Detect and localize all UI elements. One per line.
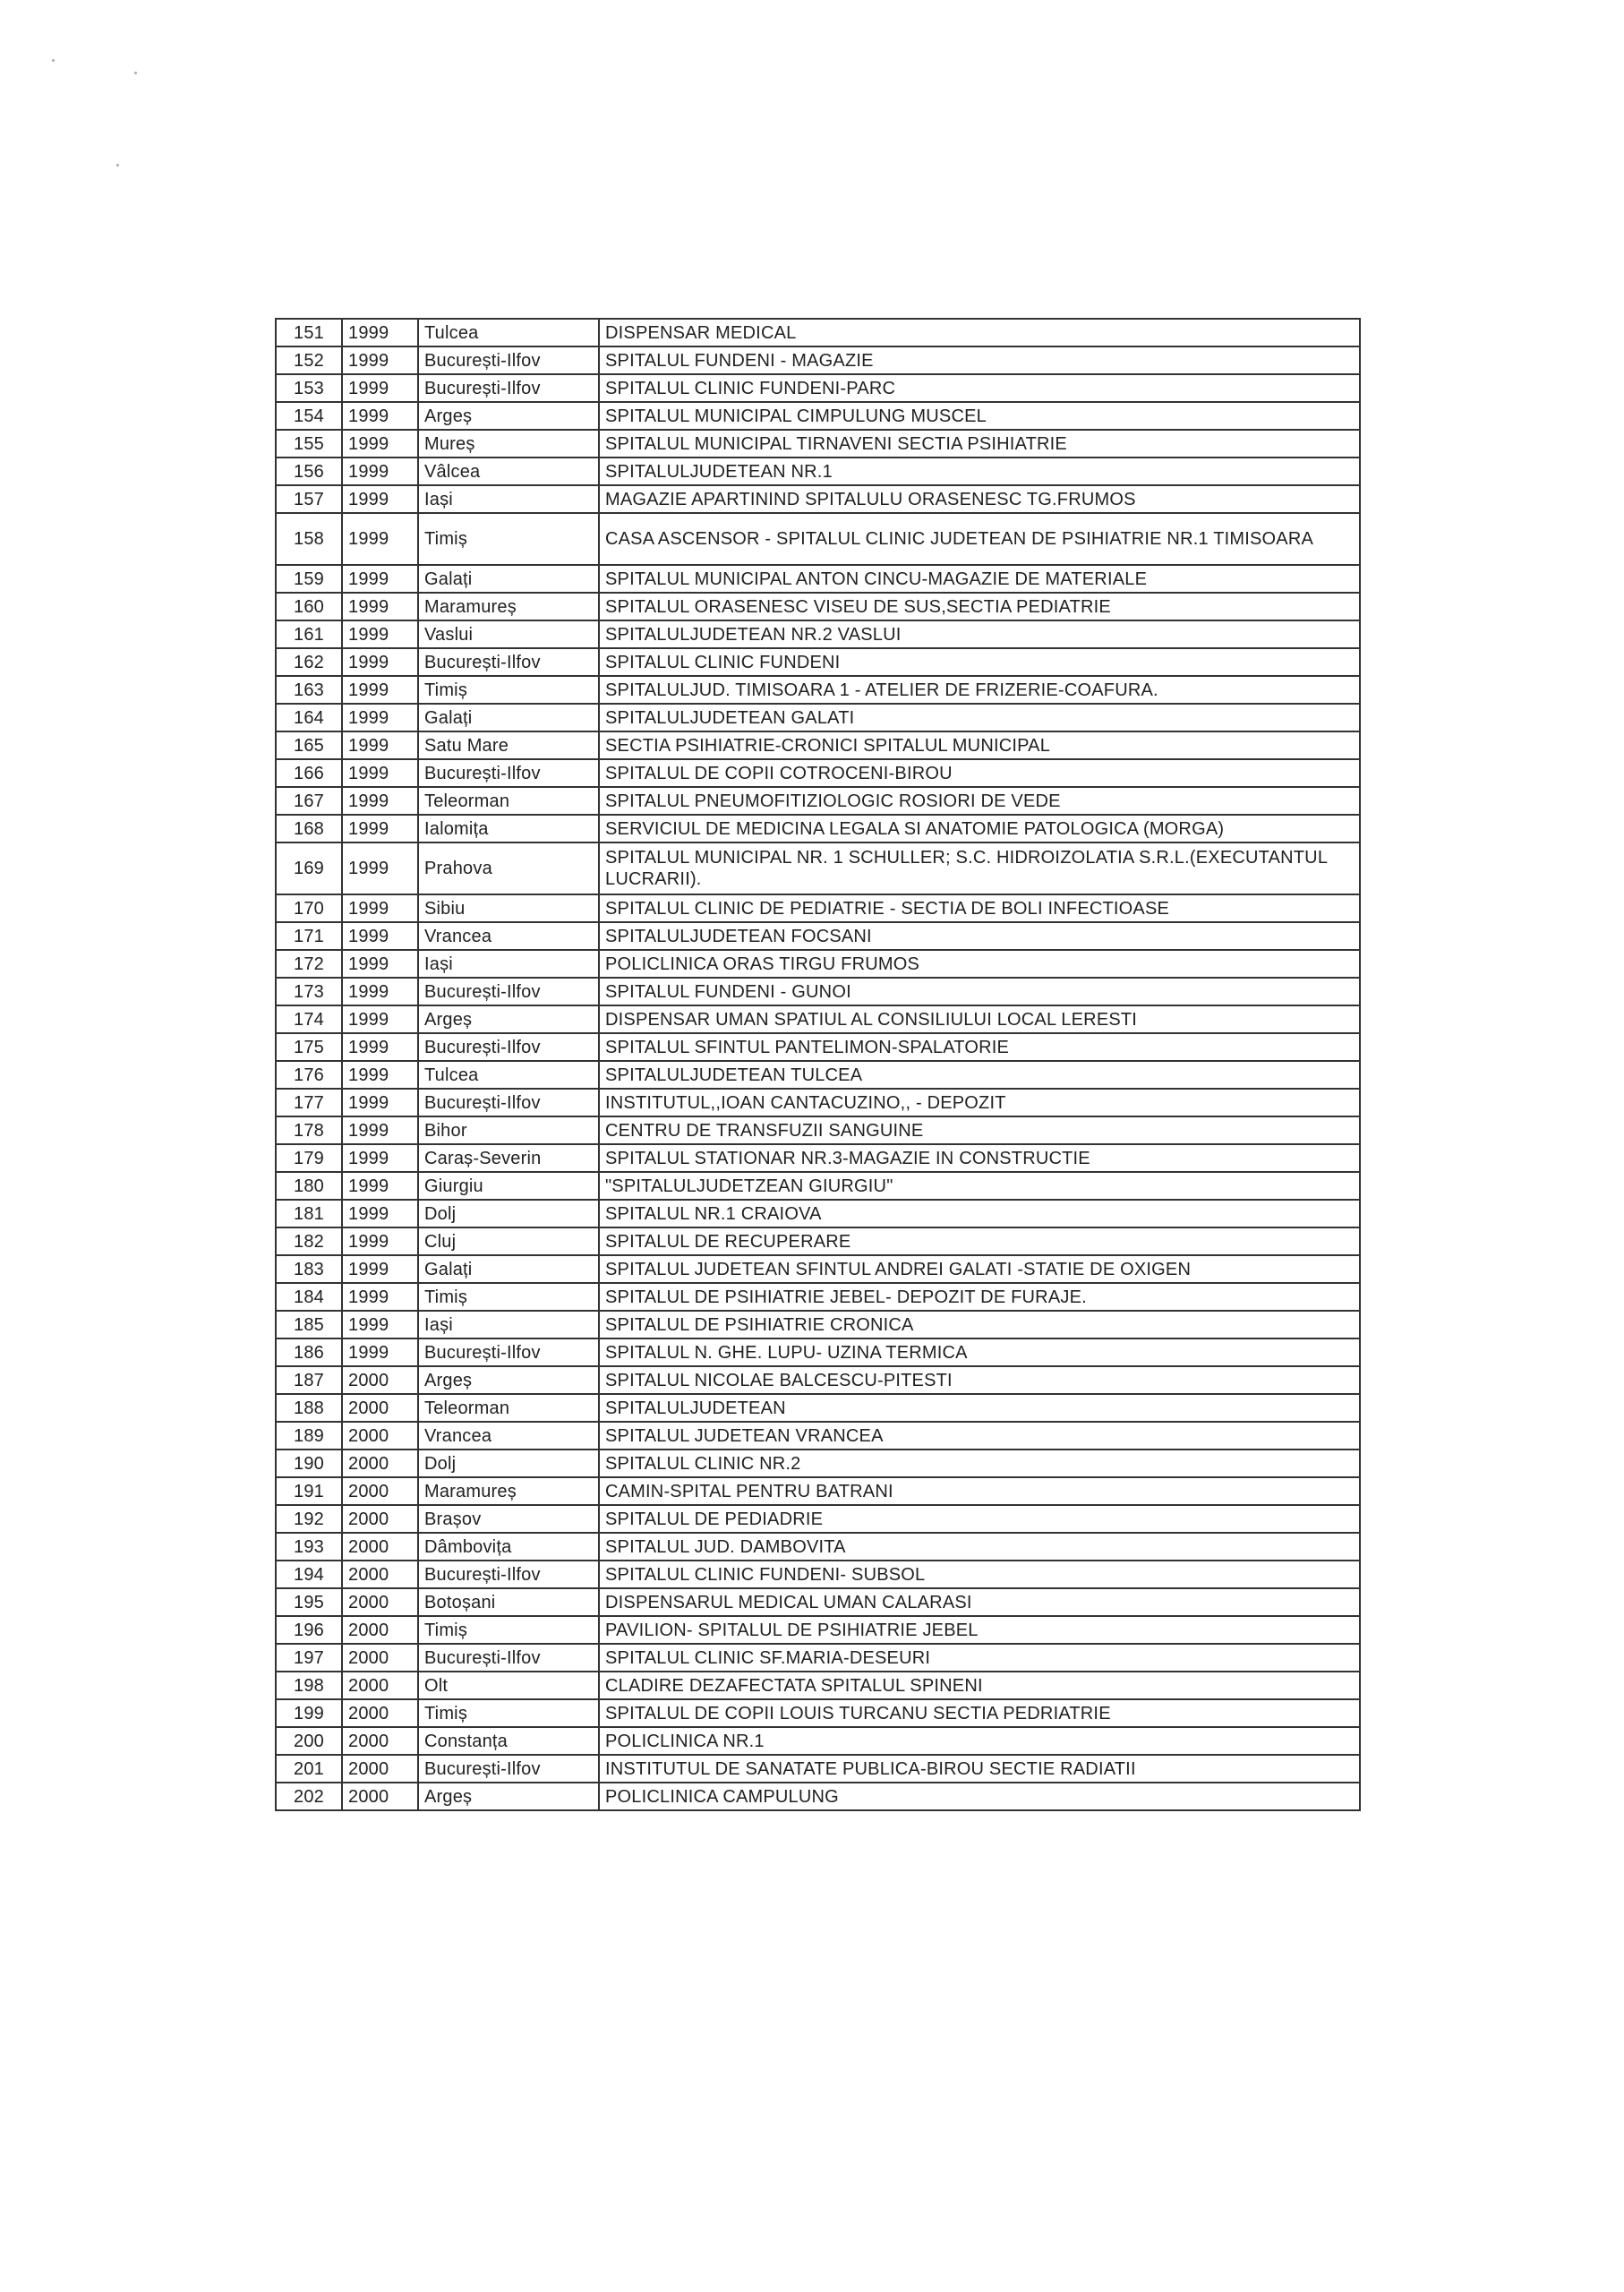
row-number-cell: 178 [276, 1116, 342, 1144]
year-cell: 2000 [342, 1644, 418, 1672]
row-number-cell: 182 [276, 1227, 342, 1255]
county-cell: Iași [418, 485, 599, 513]
description-cell: DISPENSAR UMAN SPATIUL AL CONSILIULUI LOCAL LERESTI [599, 1005, 1360, 1033]
county-cell: București-Ilfov [418, 1033, 599, 1061]
table-row [276, 458, 1360, 485]
scan-speck [52, 59, 55, 62]
county-cell: Argeș [418, 1005, 599, 1033]
year-cell: 1999 [342, 346, 418, 374]
description-cell: SPITALUL N. GHE. LUPU- UZINA TERMICA [599, 1338, 1360, 1366]
year-cell: 1999 [342, 1283, 418, 1311]
year-cell: 1999 [342, 1338, 418, 1366]
year-cell: 1999 [342, 1172, 418, 1200]
row-number-cell: 160 [276, 593, 342, 620]
row-number-cell: 165 [276, 731, 342, 759]
description-cell: SPITALUL NICOLAE BALCESCU-PITESTI [599, 1366, 1360, 1394]
row-number-cell: 200 [276, 1727, 342, 1755]
table-row [276, 731, 1360, 759]
county-cell: Timiș [418, 676, 599, 704]
county-cell: Vâlcea [418, 458, 599, 485]
year-cell: 1999 [342, 374, 418, 402]
county-cell: Iași [418, 1311, 599, 1338]
table-row [276, 978, 1360, 1005]
county-cell: Argeș [418, 1366, 599, 1394]
county-cell: Tulcea [418, 319, 599, 346]
row-number-cell: 168 [276, 815, 342, 842]
table-row [276, 1616, 1360, 1644]
table-row [276, 402, 1360, 430]
description-cell: CENTRU DE TRANSFUZII SANGUINE [599, 1116, 1360, 1144]
county-cell: Olt [418, 1672, 599, 1699]
table-row [276, 842, 1360, 894]
year-cell: 1999 [342, 648, 418, 676]
county-cell: Satu Mare [418, 731, 599, 759]
description-cell: SPITALUL CLINIC DE PEDIATRIE - SECTIA DE BOLI INFECTIOASE [599, 894, 1360, 922]
year-cell: 1999 [342, 787, 418, 815]
row-number-cell: 186 [276, 1338, 342, 1366]
table-row [276, 1255, 1360, 1283]
county-cell: București-Ilfov [418, 1338, 599, 1366]
table-row [276, 922, 1360, 950]
county-cell: Teleorman [418, 1394, 599, 1422]
table-row [276, 1089, 1360, 1116]
county-cell: Giurgiu [418, 1172, 599, 1200]
table-row [276, 374, 1360, 402]
row-number-cell: 169 [276, 842, 342, 894]
row-number-cell: 162 [276, 648, 342, 676]
table-row [276, 815, 1360, 842]
row-number-cell: 177 [276, 1089, 342, 1116]
year-cell: 1999 [342, 815, 418, 842]
records-table-body [276, 319, 1360, 1810]
county-cell: București-Ilfov [418, 978, 599, 1005]
row-number-cell: 154 [276, 402, 342, 430]
description-cell: PAVILION- SPITALUL DE PSIHIATRIE JEBEL [599, 1616, 1360, 1644]
row-number-cell: 192 [276, 1505, 342, 1533]
year-cell: 1999 [342, 922, 418, 950]
table-row [276, 1283, 1360, 1311]
county-cell: București-Ilfov [418, 1755, 599, 1783]
county-cell: Ialomița [418, 815, 599, 842]
table-row [276, 1783, 1360, 1810]
county-cell: Mureș [418, 430, 599, 458]
county-cell: Timiș [418, 513, 599, 565]
year-cell: 2000 [342, 1505, 418, 1533]
description-cell: SPITALUL MUNICIPAL ANTON CINCU-MAGAZIE DE MATERIALE [599, 565, 1360, 593]
description-cell: "SPITALULJUDETZEAN GIURGIU" [599, 1172, 1360, 1200]
table-row [276, 894, 1360, 922]
county-cell: Iași [418, 950, 599, 978]
table-row [276, 513, 1360, 565]
description-cell: INSTITUTUL,,IOAN CANTACUZINO,, - DEPOZIT [599, 1089, 1360, 1116]
year-cell: 1999 [342, 1200, 418, 1227]
county-cell: Tulcea [418, 1061, 599, 1089]
year-cell: 1999 [342, 565, 418, 593]
county-cell: Teleorman [418, 787, 599, 815]
description-cell: SERVICIUL DE MEDICINA LEGALA SI ANATOMIE PATOLOGICA (MORGA) [599, 815, 1360, 842]
description-cell: INSTITUTUL DE SANATATE PUBLICA-BIROU SECTIE RADIATII [599, 1755, 1360, 1783]
year-cell: 1999 [342, 1255, 418, 1283]
year-cell: 1999 [342, 430, 418, 458]
row-number-cell: 157 [276, 485, 342, 513]
table-row [276, 759, 1360, 787]
table-row [276, 1588, 1360, 1616]
year-cell: 1999 [342, 978, 418, 1005]
year-cell: 2000 [342, 1755, 418, 1783]
county-cell: Dolj [418, 1450, 599, 1477]
row-number-cell: 201 [276, 1755, 342, 1783]
year-cell: 1999 [342, 731, 418, 759]
row-number-cell: 187 [276, 1366, 342, 1394]
year-cell: 2000 [342, 1422, 418, 1450]
county-cell: Vaslui [418, 620, 599, 648]
description-cell: SPITALUL CLINIC FUNDENI- SUBSOL [599, 1561, 1360, 1588]
county-cell: București-Ilfov [418, 1644, 599, 1672]
county-cell: Constanța [418, 1727, 599, 1755]
county-cell: București-Ilfov [418, 346, 599, 374]
table-row [276, 1227, 1360, 1255]
description-cell: SPITALULJUDETEAN FOCSANI [599, 922, 1360, 950]
description-cell: MAGAZIE APARTININD SPITALULU ORASENESC TG.FRUMOS [599, 485, 1360, 513]
year-cell: 2000 [342, 1672, 418, 1699]
year-cell: 2000 [342, 1561, 418, 1588]
row-number-cell: 173 [276, 978, 342, 1005]
table-row [276, 565, 1360, 593]
description-cell: SPITALUL JUDETEAN SFINTUL ANDREI GALATI -STATIE DE OXIGEN [599, 1255, 1360, 1283]
scan-speck [134, 72, 137, 74]
row-number-cell: 176 [276, 1061, 342, 1089]
county-cell: Galați [418, 704, 599, 731]
table-row [276, 676, 1360, 704]
table-row [276, 620, 1360, 648]
table-row [276, 1644, 1360, 1672]
year-cell: 1999 [342, 1116, 418, 1144]
county-cell: Vrancea [418, 922, 599, 950]
year-cell: 1999 [342, 1089, 418, 1116]
row-number-cell: 189 [276, 1422, 342, 1450]
table-row [276, 1200, 1360, 1227]
description-cell: DISPENSAR MEDICAL [599, 319, 1360, 346]
county-cell: Dâmbovița [418, 1533, 599, 1561]
description-cell: SPITALUL FUNDENI - MAGAZIE [599, 346, 1360, 374]
county-cell: Caraș-Severin [418, 1144, 599, 1172]
year-cell: 1999 [342, 620, 418, 648]
row-number-cell: 156 [276, 458, 342, 485]
row-number-cell: 161 [276, 620, 342, 648]
description-cell: SPITALUL JUD. DAMBOVITA [599, 1533, 1360, 1561]
description-cell: SPITALUL FUNDENI - GUNOI [599, 978, 1360, 1005]
row-number-cell: 174 [276, 1005, 342, 1033]
row-number-cell: 184 [276, 1283, 342, 1311]
county-cell: Timiș [418, 1616, 599, 1644]
row-number-cell: 175 [276, 1033, 342, 1061]
description-cell: SPITALULJUDETEAN GALATI [599, 704, 1360, 731]
row-number-cell: 152 [276, 346, 342, 374]
county-cell: București-Ilfov [418, 648, 599, 676]
table-row [276, 1338, 1360, 1366]
description-cell: SPITALUL DE PSIHIATRIE JEBEL- DEPOZIT DE FURAJE. [599, 1283, 1360, 1311]
row-number-cell: 188 [276, 1394, 342, 1422]
table-row [276, 1755, 1360, 1783]
row-number-cell: 185 [276, 1311, 342, 1338]
county-cell: București-Ilfov [418, 374, 599, 402]
row-number-cell: 166 [276, 759, 342, 787]
description-cell: SPITALUL PNEUMOFITIZIOLOGIC ROSIORI DE VEDE [599, 787, 1360, 815]
description-cell: SPITALULJUDETEAN NR.2 VASLUI [599, 620, 1360, 648]
row-number-cell: 180 [276, 1172, 342, 1200]
table-row [276, 346, 1360, 374]
county-cell: Maramureș [418, 1477, 599, 1505]
year-cell: 2000 [342, 1366, 418, 1394]
table-row [276, 485, 1360, 513]
year-cell: 1999 [342, 1005, 418, 1033]
year-cell: 2000 [342, 1616, 418, 1644]
county-cell: Bihor [418, 1116, 599, 1144]
row-number-cell: 158 [276, 513, 342, 565]
row-number-cell: 181 [276, 1200, 342, 1227]
county-cell: Galați [418, 565, 599, 593]
description-cell: SPITALULJUDETEAN TULCEA [599, 1061, 1360, 1089]
county-cell: Timiș [418, 1699, 599, 1727]
year-cell: 1999 [342, 1144, 418, 1172]
scan-speck [116, 164, 119, 167]
county-cell: Dolj [418, 1200, 599, 1227]
year-cell: 2000 [342, 1727, 418, 1755]
description-cell: SPITALUL MUNICIPAL NR. 1 SCHULLER; S.C. HIDROIZOLATIA S.R.L.(EXECUTANTUL LUCRARII). [599, 842, 1360, 894]
table-row [276, 1116, 1360, 1144]
row-number-cell: 198 [276, 1672, 342, 1699]
description-cell: SPITALUL CLINIC FUNDENI-PARC [599, 374, 1360, 402]
table-row [276, 1033, 1360, 1061]
table-row [276, 1422, 1360, 1450]
table-row [276, 1450, 1360, 1477]
year-cell: 2000 [342, 1477, 418, 1505]
description-cell: SPITALUL STATIONAR NR.3-MAGAZIE IN CONSTRUCTIE [599, 1144, 1360, 1172]
year-cell: 1999 [342, 842, 418, 894]
description-cell: SPITALULJUD. TIMISOARA 1 - ATELIER DE FRIZERIE-COAFURA. [599, 676, 1360, 704]
year-cell: 1999 [342, 1311, 418, 1338]
year-cell: 1999 [342, 485, 418, 513]
row-number-cell: 191 [276, 1477, 342, 1505]
year-cell: 1999 [342, 894, 418, 922]
description-cell: SPITALUL NR.1 CRAIOVA [599, 1200, 1360, 1227]
table-row [276, 1505, 1360, 1533]
table-row [276, 787, 1360, 815]
county-cell: Timiș [418, 1283, 599, 1311]
table-row [276, 1061, 1360, 1089]
description-cell: SPITALUL DE PEDIADRIE [599, 1505, 1360, 1533]
table-row [276, 648, 1360, 676]
description-cell: SPITALUL DE COPII COTROCENI-BIROU [599, 759, 1360, 787]
county-cell: București-Ilfov [418, 759, 599, 787]
description-cell: SPITALULJUDETEAN NR.1 [599, 458, 1360, 485]
county-cell: Cluj [418, 1227, 599, 1255]
table-row [276, 950, 1360, 978]
year-cell: 1999 [342, 402, 418, 430]
row-number-cell: 167 [276, 787, 342, 815]
table-row [276, 1561, 1360, 1588]
year-cell: 1999 [342, 759, 418, 787]
row-number-cell: 193 [276, 1533, 342, 1561]
row-number-cell: 179 [276, 1144, 342, 1172]
county-cell: Argeș [418, 1783, 599, 1810]
description-cell: SPITALUL MUNICIPAL CIMPULUNG MUSCEL [599, 402, 1360, 430]
year-cell: 1999 [342, 513, 418, 565]
county-cell: Botoșani [418, 1588, 599, 1616]
description-cell: SPITALUL SFINTUL PANTELIMON-SPALATORIE [599, 1033, 1360, 1061]
table-row [276, 1172, 1360, 1200]
row-number-cell: 171 [276, 922, 342, 950]
row-number-cell: 151 [276, 319, 342, 346]
county-cell: București-Ilfov [418, 1089, 599, 1116]
table-row [276, 1144, 1360, 1172]
year-cell: 2000 [342, 1588, 418, 1616]
row-number-cell: 155 [276, 430, 342, 458]
county-cell: Prahova [418, 842, 599, 894]
year-cell: 2000 [342, 1699, 418, 1727]
row-number-cell: 159 [276, 565, 342, 593]
year-cell: 2000 [342, 1783, 418, 1810]
year-cell: 1999 [342, 319, 418, 346]
description-cell: SPITALULJUDETEAN [599, 1394, 1360, 1422]
description-cell: SPITALUL DE PSIHIATRIE CRONICA [599, 1311, 1360, 1338]
county-cell: Maramureș [418, 593, 599, 620]
description-cell: SPITALUL CLINIC FUNDENI [599, 648, 1360, 676]
year-cell: 1999 [342, 1061, 418, 1089]
description-cell: DISPENSARUL MEDICAL UMAN CALARASI [599, 1588, 1360, 1616]
year-cell: 2000 [342, 1394, 418, 1422]
row-number-cell: 190 [276, 1450, 342, 1477]
county-cell: București-Ilfov [418, 1561, 599, 1588]
county-cell: Brașov [418, 1505, 599, 1533]
table-row [276, 1005, 1360, 1033]
description-cell: SPITALUL DE RECUPERARE [599, 1227, 1360, 1255]
row-number-cell: 194 [276, 1561, 342, 1588]
row-number-cell: 199 [276, 1699, 342, 1727]
table-row [276, 1311, 1360, 1338]
table-row [276, 704, 1360, 731]
year-cell: 2000 [342, 1450, 418, 1477]
row-number-cell: 195 [276, 1588, 342, 1616]
row-number-cell: 170 [276, 894, 342, 922]
county-cell: Argeș [418, 402, 599, 430]
table-row [276, 1533, 1360, 1561]
row-number-cell: 172 [276, 950, 342, 978]
description-cell: POLICLINICA ORAS TIRGU FRUMOS [599, 950, 1360, 978]
table-row [276, 1477, 1360, 1505]
description-cell: SPITALUL CLINIC SF.MARIA-DESEURI [599, 1644, 1360, 1672]
row-number-cell: 183 [276, 1255, 342, 1283]
row-number-cell: 196 [276, 1616, 342, 1644]
records-table [275, 318, 1361, 1811]
year-cell: 1999 [342, 1033, 418, 1061]
description-cell: CLADIRE DEZAFECTATA SPITALUL SPINENI [599, 1672, 1360, 1699]
year-cell: 1999 [342, 704, 418, 731]
description-cell: SPITALUL DE COPII LOUIS TURCANU SECTIA PEDRIATRIE [599, 1699, 1360, 1727]
year-cell: 1999 [342, 593, 418, 620]
year-cell: 1999 [342, 676, 418, 704]
description-cell: POLICLINICA NR.1 [599, 1727, 1360, 1755]
table-row [276, 1672, 1360, 1699]
county-cell: Sibiu [418, 894, 599, 922]
description-cell: POLICLINICA CAMPULUNG [599, 1783, 1360, 1810]
table-row [276, 1727, 1360, 1755]
table-row [276, 1394, 1360, 1422]
row-number-cell: 202 [276, 1783, 342, 1810]
year-cell: 1999 [342, 1227, 418, 1255]
year-cell: 2000 [342, 1533, 418, 1561]
description-cell: SPITALUL ORASENESC VISEU DE SUS,SECTIA PEDIATRIE [599, 593, 1360, 620]
row-number-cell: 197 [276, 1644, 342, 1672]
year-cell: 1999 [342, 458, 418, 485]
description-cell: SECTIA PSIHIATRIE-CRONICI SPITALUL MUNICIPAL [599, 731, 1360, 759]
row-number-cell: 164 [276, 704, 342, 731]
table-row [276, 1699, 1360, 1727]
description-cell: SPITALUL MUNICIPAL TIRNAVENI SECTIA PSIHIATRIE [599, 430, 1360, 458]
county-cell: Vrancea [418, 1422, 599, 1450]
table-row [276, 319, 1360, 346]
county-cell: Galați [418, 1255, 599, 1283]
description-cell: CAMIN-SPITAL PENTRU BATRANI [599, 1477, 1360, 1505]
row-number-cell: 153 [276, 374, 342, 402]
year-cell: 1999 [342, 950, 418, 978]
table-row [276, 593, 1360, 620]
description-cell: CASA ASCENSOR - SPITALUL CLINIC JUDETEAN DE PSIHIATRIE NR.1 TIMISOARA [599, 513, 1360, 565]
table-row [276, 1366, 1360, 1394]
description-cell: SPITALUL JUDETEAN VRANCEA [599, 1422, 1360, 1450]
row-number-cell: 163 [276, 676, 342, 704]
table-row [276, 430, 1360, 458]
description-cell: SPITALUL CLINIC NR.2 [599, 1450, 1360, 1477]
